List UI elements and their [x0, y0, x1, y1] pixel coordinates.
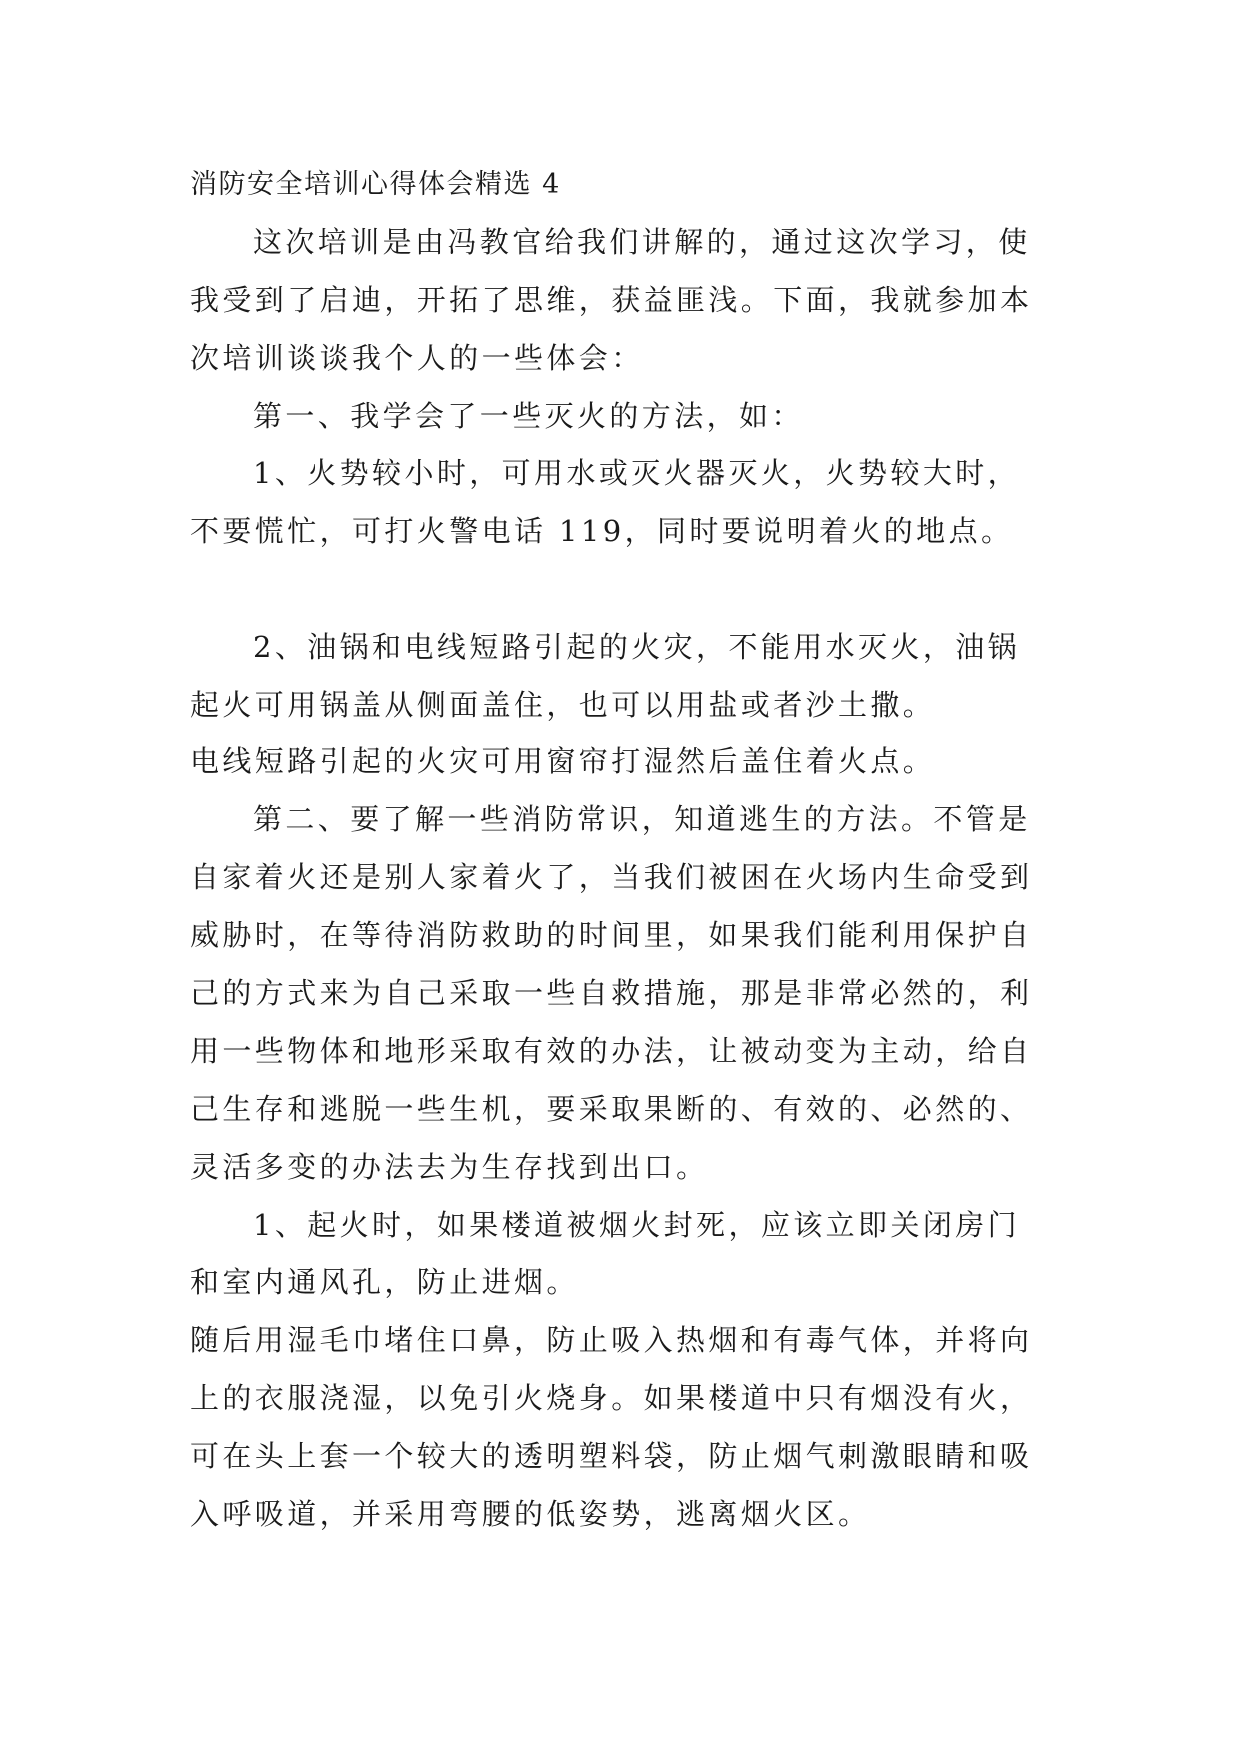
paragraph-line: 电线短路引起的火灾可用窗帘打湿然后盖住着火点。 [190, 744, 936, 778]
paragraph-line: 1、起火时，如果楼道被烟火封死，应该立即关闭房门 [253, 1208, 1021, 1242]
paragraph-line: 和室内通风孔，防止进烟。 [190, 1265, 579, 1299]
paragraph-line: 第一、我学会了一些灭火的方法，如： [253, 399, 804, 433]
paragraph-line: 起火可用锅盖从侧面盖住，也可以用盐或者沙土撒。 [190, 688, 936, 722]
paragraph-line: 1、火势较小时，可用水或灭火器灭火，火势较大时， [253, 456, 1021, 490]
paragraph-line: 次培训谈谈我个人的一些体会： [190, 341, 644, 375]
paragraph-line: 上的衣服浇湿，以免引火烧身。如果楼道中只有烟没有火， [190, 1381, 1033, 1415]
paragraph-line: 自家着火还是别人家着火了，当我们被困在火场内生命受到 [190, 860, 1033, 894]
paragraph-line: 己生存和逃脱一些生机，要采取果断的、有效的、必然的、 [190, 1092, 1033, 1126]
paragraph-line: 我受到了启迪，开拓了思维，获益匪浅。下面，我就参加本 [190, 283, 1033, 317]
paragraph-line: 2、油锅和电线短路引起的火灾，不能用水灭火，油锅 [253, 630, 1021, 664]
paragraph-line: 不要慌忙，可打火警电话 119，同时要说明着火的地点。 [190, 514, 1014, 548]
paragraph-line: 用一些物体和地形采取有效的办法，让被动变为主动，给自 [190, 1034, 1033, 1068]
paragraph-line: 第二、要了解一些消防常识，知道逃生的方法。不管是 [253, 802, 1031, 836]
paragraph-line: 灵活多变的办法去为生存找到出口。 [190, 1150, 709, 1184]
paragraph-line: 可在头上套一个较大的透明塑料袋，防止烟气刺激眼睛和吸 [190, 1439, 1033, 1473]
paragraph-line: 这次培训是由冯教官给我们讲解的，通过这次学习，使 [253, 225, 1031, 259]
paragraph-line: 威胁时，在等待消防救助的时间里，如果我们能利用保护自 [190, 918, 1033, 952]
paragraph-line: 入呼吸道，并采用弯腰的低姿势，逃离烟火区。 [190, 1497, 871, 1531]
paragraph-line: 己的方式来为自己采取一些自救措施，那是非常必然的，利 [190, 976, 1033, 1010]
document-title: 消防安全培训心得体会精选 4 [190, 169, 561, 200]
paragraph-line: 随后用湿毛巾堵住口鼻，防止吸入热烟和有毒气体，并将向 [190, 1323, 1033, 1357]
